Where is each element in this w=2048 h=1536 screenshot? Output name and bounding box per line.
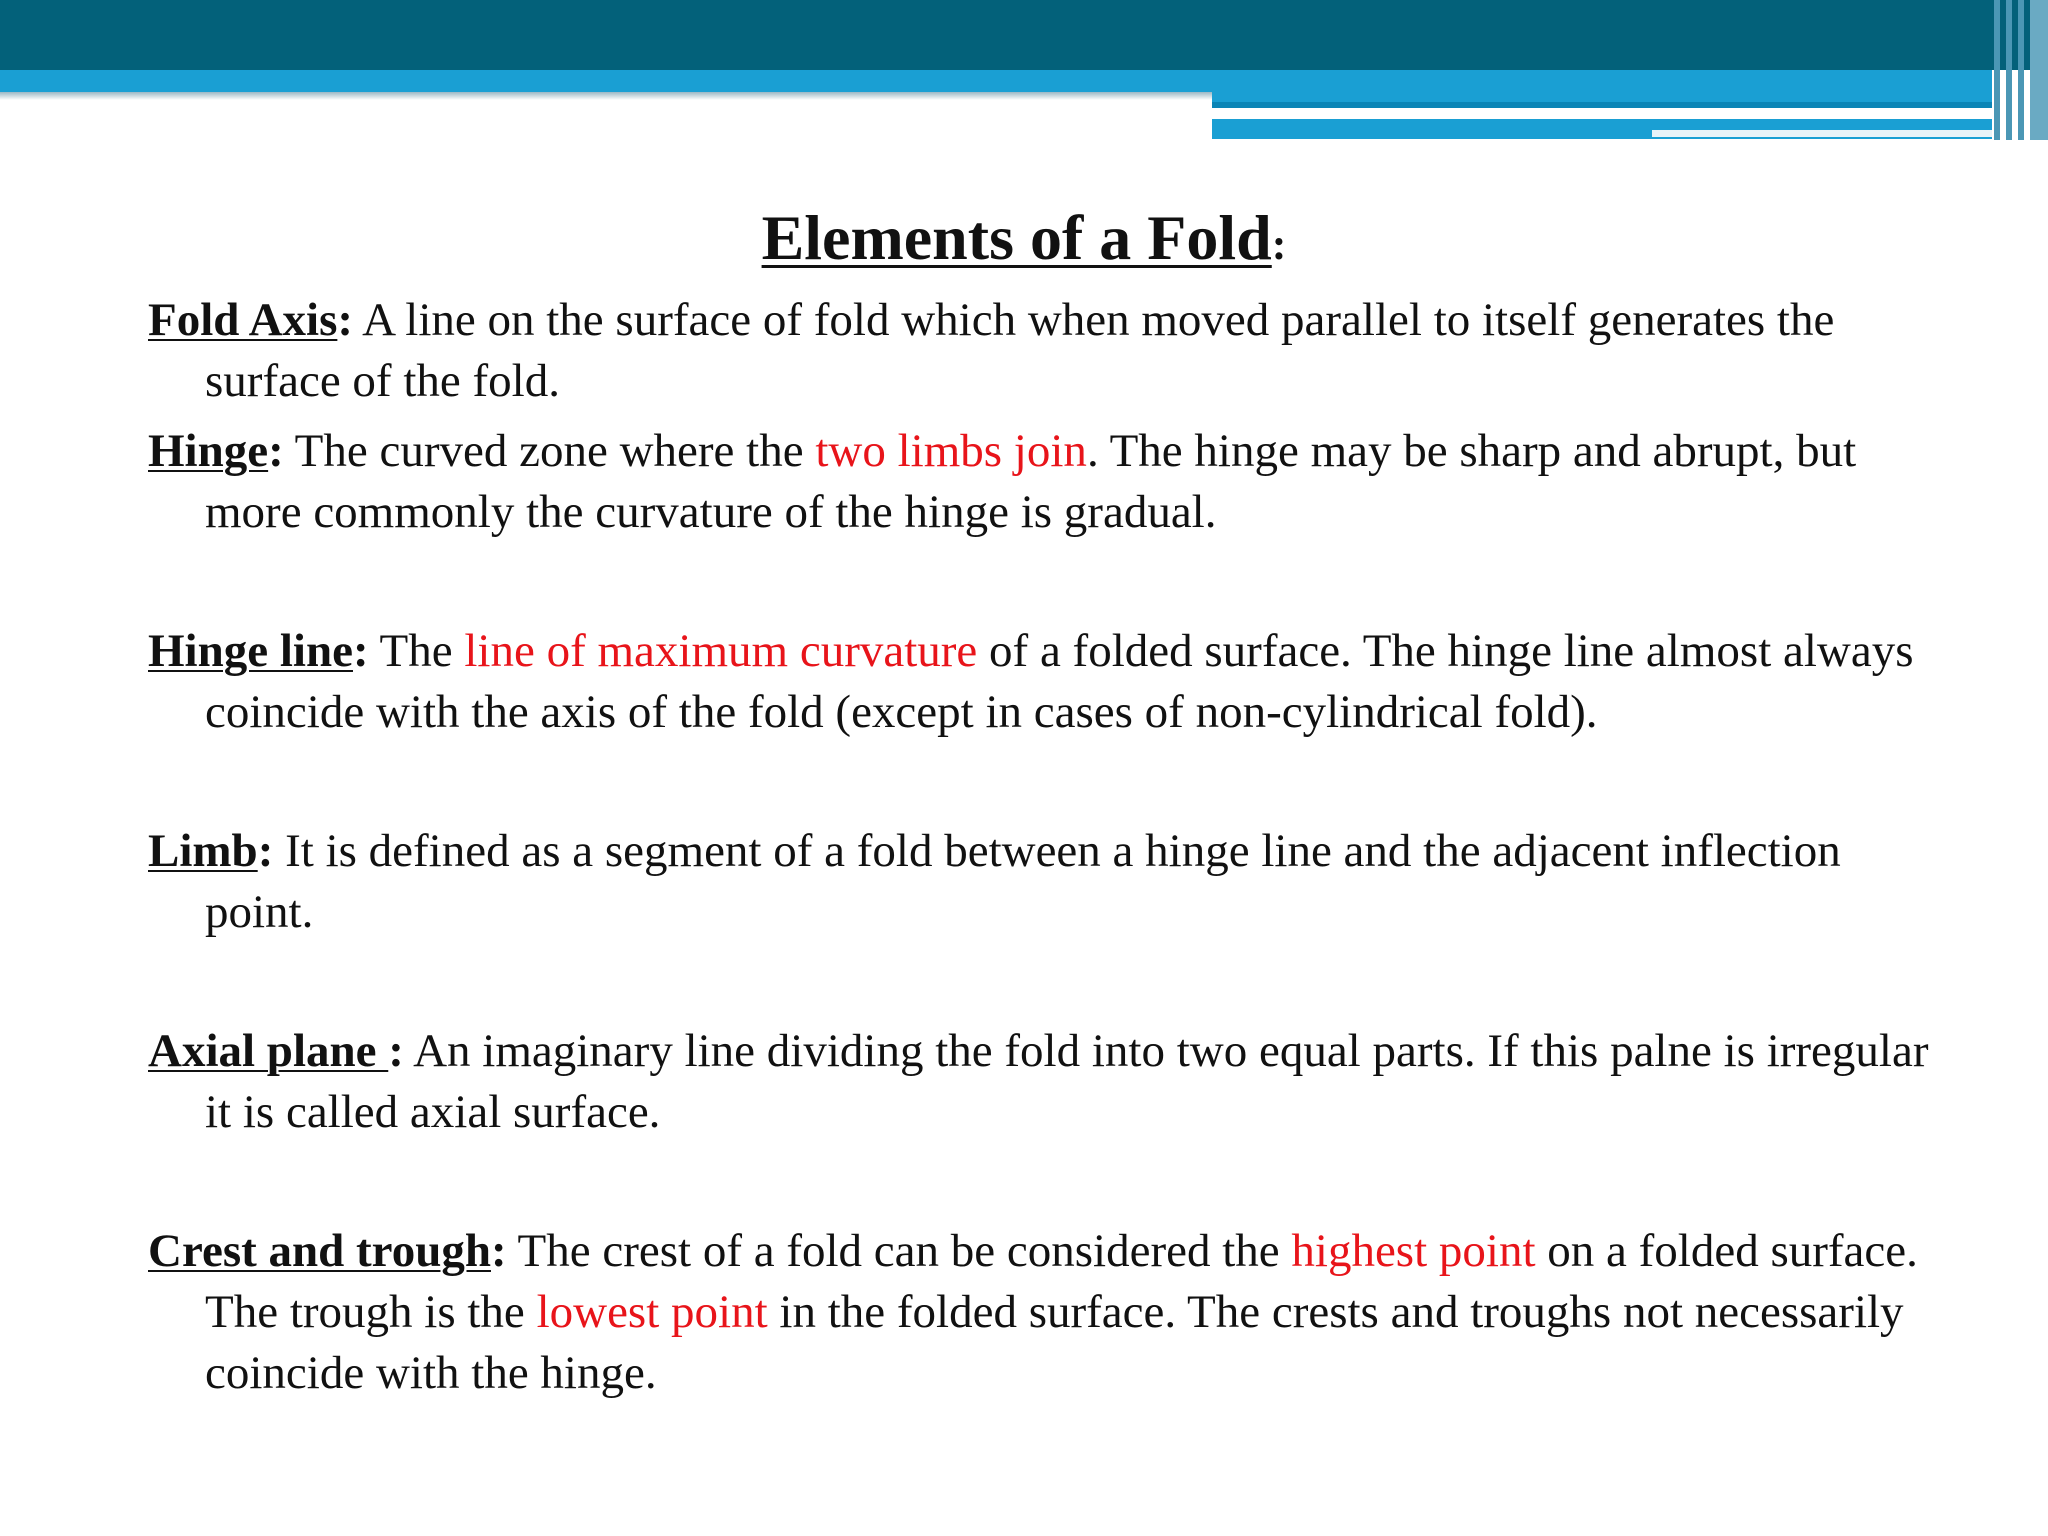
- slide-title: [0, 203, 2048, 273]
- definition-crest-and-trough: [148, 1221, 1948, 1404]
- definition-term: Hinge line: [148, 625, 353, 677]
- banner-light-band-right: [1212, 70, 1992, 102]
- definition-term: Hinge: [148, 425, 269, 477]
- banner-white-line: [1652, 130, 1992, 137]
- definition-text: The crest of a fold can be considered the: [506, 1225, 1292, 1277]
- highlighted-phrase: lowest point: [536, 1286, 768, 1338]
- banner-stripe: [1212, 102, 1992, 108]
- banner-shadow: [0, 92, 1212, 100]
- definition-text: in the folded surface. The crests and troughs not necessarily coincide with the hinge.: [205, 1286, 1904, 1399]
- definition-term: Limb: [148, 825, 258, 877]
- definition-text: . The hinge may be sharp and abrupt, but more commonly the curvature of the hinge is gradual.: [205, 425, 1857, 538]
- definition-axial-plane: [148, 1021, 1948, 1143]
- banner-vertical-bar: [2030, 0, 2048, 140]
- definition-text: An imaginary line dividing the fold into two equal parts. If this palne is irregular it is called axial surface.: [205, 1025, 1929, 1138]
- definition-text: of a folded surface. The hinge line almost always coincide with the axis of the fold (except in cases of non-cylindrical fold).: [205, 625, 1914, 738]
- definition-limb: [148, 821, 1948, 943]
- definition-hinge-line: [148, 621, 1948, 743]
- slide-title-colon: :: [1271, 220, 1287, 269]
- term-colon: :: [337, 294, 354, 346]
- banner-vertical-bar: [2018, 0, 2024, 140]
- highlighted-phrase: highest point: [1291, 1225, 1536, 1277]
- banner-vertical-bar: [2006, 0, 2012, 140]
- definition-term: Fold Axis: [148, 294, 338, 346]
- highlighted-phrase: line of maximum curvature: [464, 625, 978, 677]
- definition-text: The: [368, 625, 465, 677]
- slide-title-text: Elements of a Fold: [761, 202, 1272, 273]
- definition-list: [148, 290, 1948, 1404]
- banner-light-band: [0, 70, 1212, 92]
- term-colon: :: [490, 1225, 507, 1277]
- term-colon: :: [352, 625, 369, 677]
- definition-text: It is defined as a segment of a fold between a hinge line and the adjacent inflection point.: [205, 825, 1841, 938]
- banner-vertical-bar: [1994, 0, 2000, 140]
- definition-hinge: [148, 421, 1948, 543]
- term-colon: :: [388, 1025, 404, 1077]
- banner-white-line: [1212, 112, 1896, 119]
- definition-fold-axis: [148, 290, 1948, 412]
- definition-text: A line on the surface of fold which when moved parallel to itself generates the surface of the fold.: [205, 294, 1835, 407]
- definition-term: Axial plane: [148, 1025, 389, 1077]
- banner-dark-band: [0, 0, 2048, 70]
- term-colon: :: [268, 425, 284, 477]
- term-colon: :: [257, 825, 274, 877]
- definition-text: The curved zone where the: [283, 425, 816, 477]
- definition-text: on a folded surface. The trough is the: [205, 1225, 1918, 1338]
- definition-term: Crest and trough: [148, 1225, 491, 1277]
- highlighted-phrase: two limbs join: [815, 425, 1087, 477]
